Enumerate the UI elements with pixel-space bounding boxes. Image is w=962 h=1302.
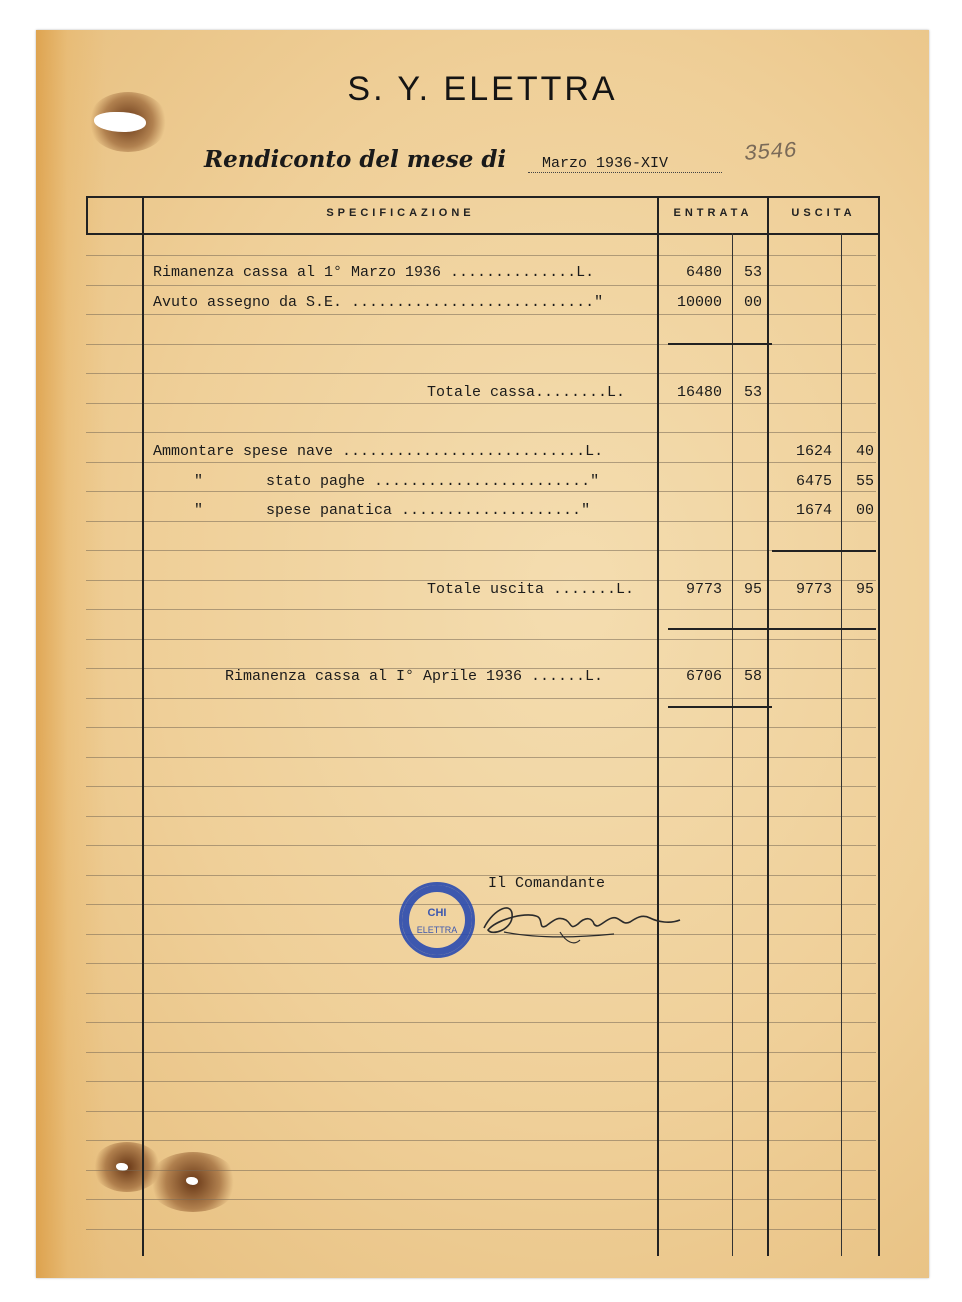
ruled-line — [86, 845, 876, 846]
row-label: " spese panatica ...................." — [194, 502, 591, 519]
row-label: Rimanenza cassa al I° Aprile 1936 ......L. — [225, 668, 604, 685]
ruled-line — [86, 373, 876, 374]
ruled-line — [86, 609, 876, 610]
table-left-border — [86, 196, 88, 234]
ruled-line — [86, 314, 876, 315]
entrata-cents: 95 — [743, 581, 762, 598]
entrata-cents: 53 — [743, 264, 762, 281]
ruled-line — [86, 993, 876, 994]
table-top-rule — [86, 196, 880, 198]
ruled-line — [86, 757, 876, 758]
table-right-border — [878, 196, 880, 1256]
sum-underline — [772, 550, 876, 552]
stamp-text: CHI — [427, 907, 447, 919]
entrata-column-border — [657, 196, 659, 1256]
ruled-line — [86, 255, 876, 256]
entrata-amount: 16480 — [676, 384, 722, 401]
ship-stamp — [399, 882, 475, 958]
sum-underline — [668, 343, 772, 345]
signatory-role: Il Comandante — [488, 875, 606, 892]
entrata-amount: 10000 — [676, 294, 722, 311]
ruled-line — [86, 1081, 876, 1082]
ruled-line — [86, 491, 876, 492]
sum-underline — [668, 628, 772, 630]
spec-column-border — [142, 196, 144, 1256]
ruled-line — [86, 1199, 876, 1200]
ruled-line — [86, 698, 876, 699]
ruled-line — [86, 403, 876, 404]
ruled-line — [86, 1170, 876, 1171]
ruled-line — [86, 550, 876, 551]
header-entrata: ENTRATA — [673, 207, 753, 219]
uscita-cents: 40 — [855, 443, 874, 460]
ruled-line — [86, 1140, 876, 1141]
uscita-amount: 6475 — [795, 473, 832, 490]
entrata-decimal-border — [732, 233, 733, 1256]
header-specificazione: SPECIFICAZIONE — [326, 207, 475, 219]
ruled-line — [86, 1229, 876, 1230]
row-label: Totale uscita .......L. — [427, 581, 635, 598]
entrata-amount: 9773 — [685, 581, 722, 598]
ruled-line — [86, 727, 876, 728]
document-sheet — [36, 30, 929, 1278]
ruled-line — [86, 963, 876, 964]
ruled-line — [86, 1022, 876, 1023]
ruled-line — [86, 875, 876, 876]
sum-underline — [772, 628, 876, 630]
sum-underline — [668, 706, 772, 708]
handwritten-signature — [474, 890, 684, 950]
row-label: " stato paghe ........................" — [194, 473, 600, 490]
punch-hole — [186, 1177, 198, 1185]
document-subtitle: Rendiconto del mese di — [204, 146, 507, 173]
ruled-line — [86, 521, 876, 522]
ruled-line — [86, 1052, 876, 1053]
uscita-cents: 95 — [855, 581, 874, 598]
uscita-amount: 1674 — [795, 502, 832, 519]
uscita-amount: 9773 — [795, 581, 832, 598]
entrata-cents: 00 — [743, 294, 762, 311]
entrata-amount: 6480 — [685, 264, 722, 281]
header-bottom-rule — [86, 233, 880, 235]
ruled-line — [86, 1111, 876, 1112]
row-label: Rimanenza cassa al 1° Marzo 1936 ..............L. — [153, 264, 595, 281]
ruled-line — [86, 639, 876, 640]
ruled-line — [86, 786, 876, 787]
document-title: S. Y. ELETTRA — [347, 70, 618, 108]
uscita-decimal-border — [841, 233, 842, 1256]
stamp-subtext: ELETTRA — [416, 925, 458, 935]
archive-number: 3546 — [743, 138, 798, 167]
entrata-amount: 6706 — [685, 668, 722, 685]
header-uscita: USCITA — [791, 207, 856, 219]
burn-stain — [36, 30, 106, 1278]
row-label: Avuto assegno da S.E. ..........................." — [153, 294, 604, 311]
uscita-column-border — [767, 196, 769, 1256]
ruled-line — [86, 285, 876, 286]
uscita-cents: 00 — [855, 502, 874, 519]
entrata-cents: 53 — [743, 384, 762, 401]
row-label: Totale cassa........L. — [427, 384, 626, 401]
ruled-line — [86, 462, 876, 463]
uscita-amount: 1624 — [795, 443, 832, 460]
uscita-cents: 55 — [855, 473, 874, 490]
ruled-line — [86, 816, 876, 817]
ruled-line — [86, 432, 876, 433]
entrata-cents: 58 — [743, 668, 762, 685]
report-month: Marzo 1936-XIV — [528, 155, 722, 173]
row-label: Ammontare spese nave ...........................L. — [153, 443, 604, 460]
